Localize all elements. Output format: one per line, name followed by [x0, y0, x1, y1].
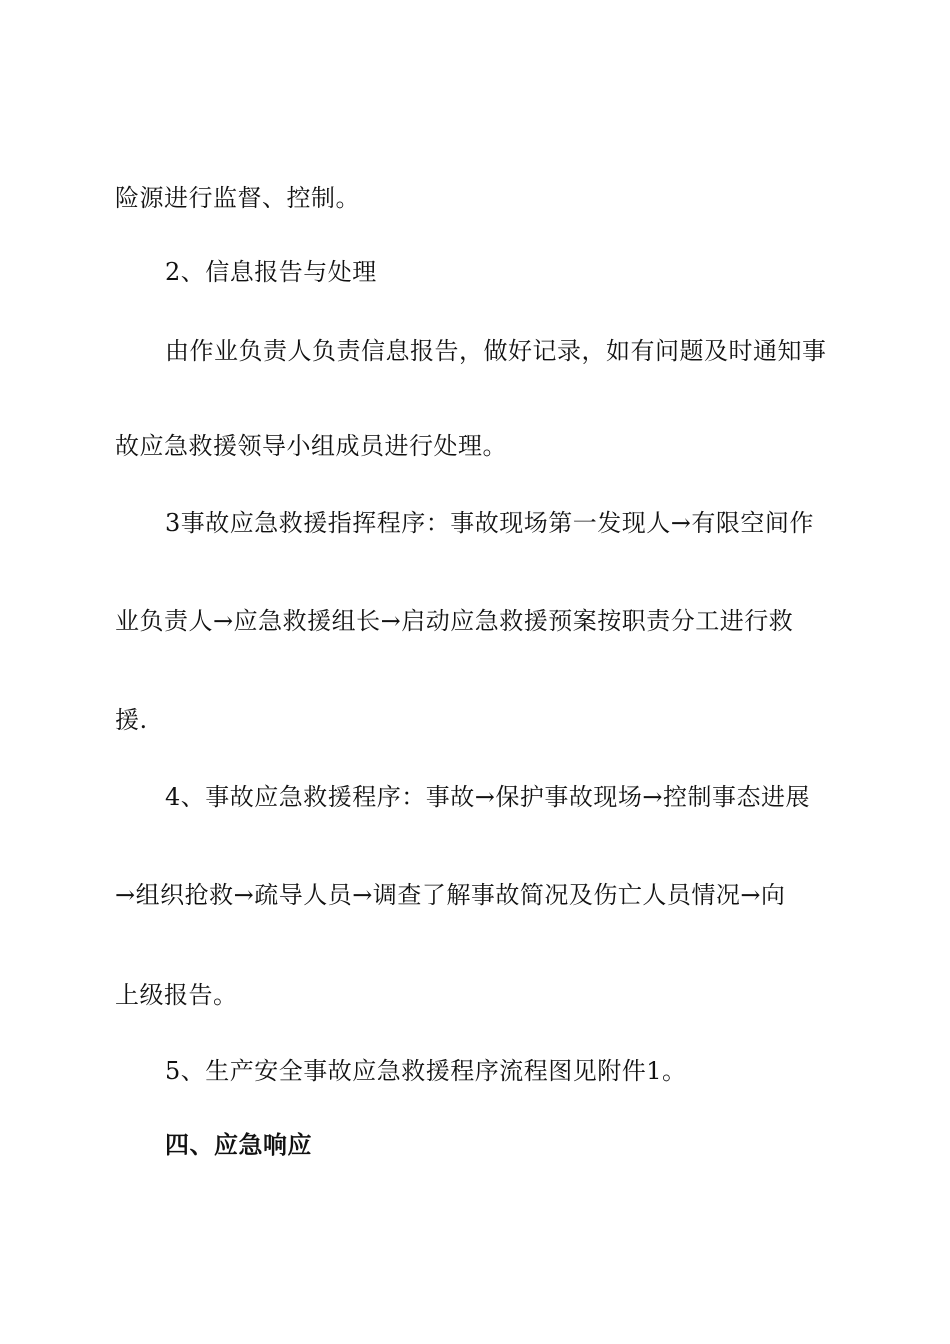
paragraph-line: 5、生产安全事故应急救援程序流程图见附件1。 [165, 1057, 687, 1085]
chapter-heading: 四、应急响应 [165, 1131, 312, 1159]
paragraph-line: 3事故应急救援指挥程序：事故现场第一发现人→有限空间作 [165, 509, 814, 537]
paragraph-line: 险源进行监督、控制。 [115, 184, 360, 212]
paragraph-line: 援. [115, 706, 148, 734]
paragraph-line: 上级报告。 [115, 981, 238, 1009]
paragraph-line: 4、事故应急救援程序：事故→保护事故现场→控制事态进展 [165, 783, 810, 811]
paragraph-line: 故应急救援领导小组成员进行处理。 [115, 432, 507, 460]
section-heading: 2、信息报告与处理 [165, 258, 377, 286]
paragraph-line: →组织抢救→疏导人员→调查了解事故简况及伤亡人员情况→向 [115, 881, 786, 909]
paragraph-line: 由作业负责人负责信息报告，做好记录，如有问题及时通知事 [165, 337, 827, 365]
paragraph-line: 业负责人→应急救援组长→启动应急救援预案按职责分工进行救 [115, 607, 794, 635]
